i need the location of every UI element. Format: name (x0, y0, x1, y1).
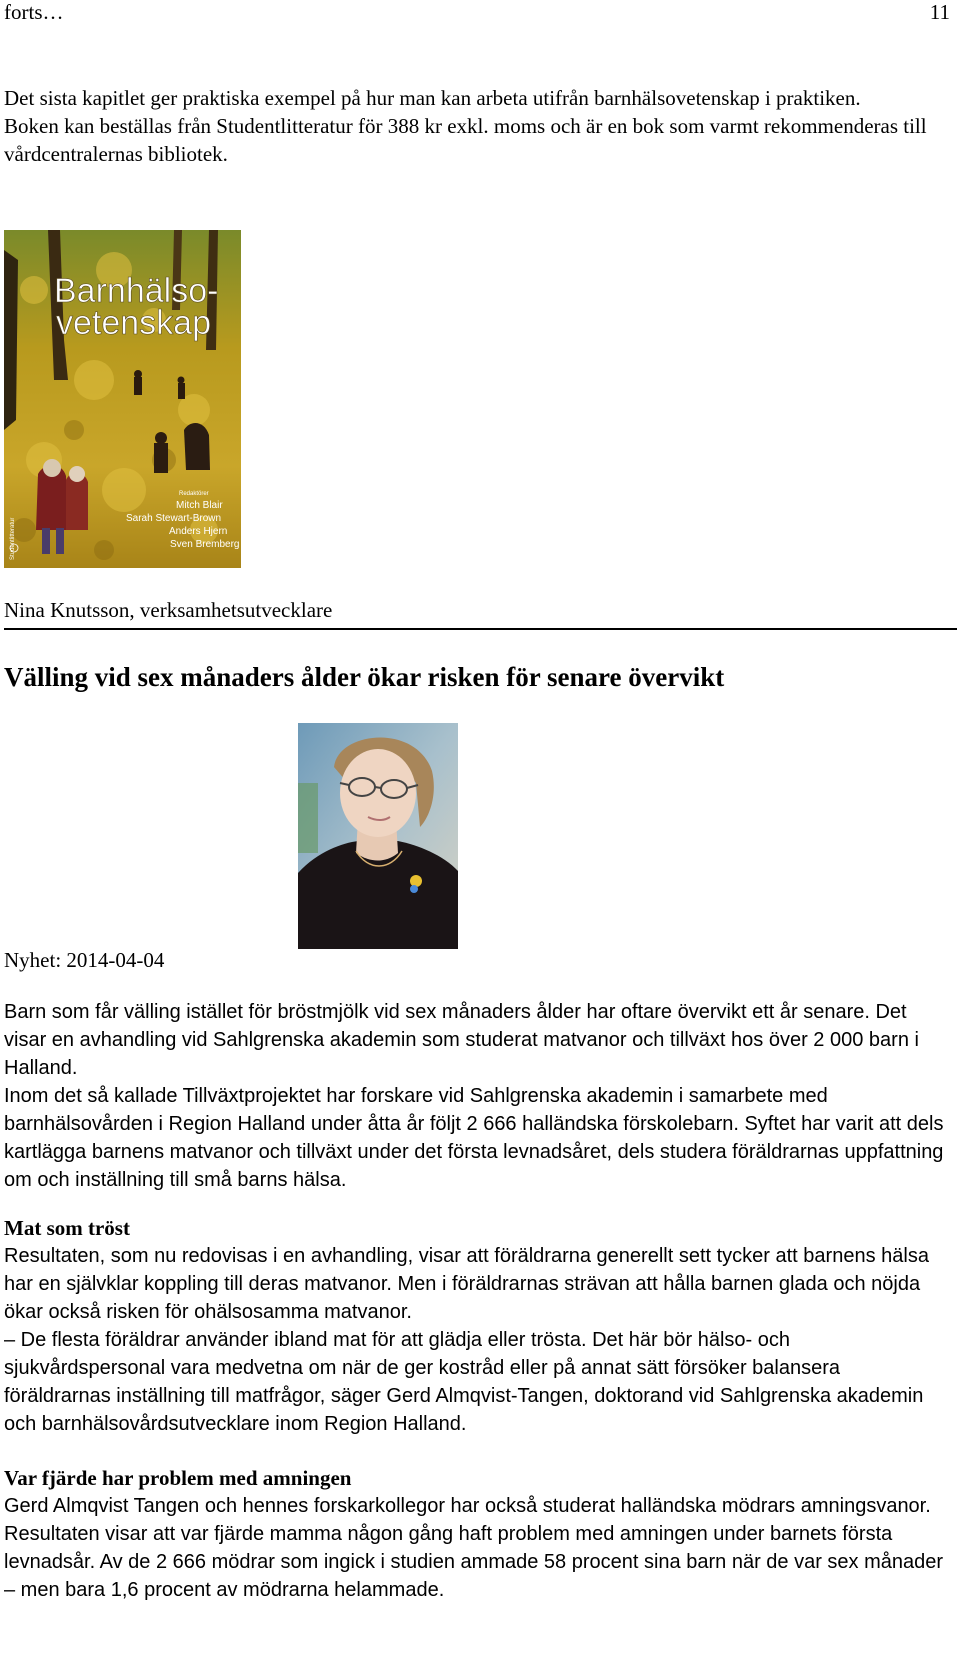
page-header (4, 0, 950, 28)
byline: Nina Knutsson, verksamhetsutvecklare (4, 598, 333, 622)
article-lead (4, 998, 944, 1194)
section-body (4, 1242, 944, 1438)
section-paragraph: Resultaten, som nu redovisas i en avhandling, visar att föräldrarna generellt sett tycker att barnens hälsa har en självklar koppling till deras matvanor. Men i föräldrarnas strävan att hålla barnen glada och nöjda ökar också risken för ohälsosamma matvanor. (4, 1245, 929, 1323)
lead-paragraph: Inom det så kallade Tillväxtprojektet har forskare vid Sahlgrenska akademin i samarbete med barnhälsovården i Region Halland under åtta år följt 2 666 halländska förskolebarn. Syftet har varit att dels kartlägga barnens matvanor och tillväxt under det första levnadsåret, dels studera föräldrarnas uppfattning om och inställning till små barns hälsa. (4, 1085, 944, 1191)
intro-paragraph: Det sista kapitlet ger praktiska exempel på hur man kan arbeta utifrån barnhälsovetenskap i praktiken. (4, 86, 861, 110)
book-cover-image (4, 230, 241, 568)
book-author: Sven Bremberg (170, 539, 240, 550)
section-heading: Var fjärde har problem med amningen (4, 1466, 352, 1490)
section-heading: Mat som tröst (4, 1216, 130, 1240)
book-publisher: Studentlitteratur (10, 517, 16, 560)
continuation-label: forts… (4, 0, 64, 24)
section-divider (4, 628, 957, 630)
book-title-line1: Barnhälso- (54, 272, 219, 310)
page-number: 11 (929, 0, 950, 24)
book-editors-label: Redaktörer (179, 491, 209, 497)
book-author: Mitch Blair (176, 500, 223, 511)
article-title: Välling vid sex månaders ålder ökar risken för senare övervikt (4, 662, 725, 692)
portrait-photo (298, 723, 458, 949)
section-body (4, 1492, 944, 1604)
intro-paragraph: Boken kan beställas från Studentlitteratur för 388 kr exkl. moms och är en bok som varmt rekommenderas till vårdcentralernas bibliotek. (4, 114, 927, 166)
section-paragraph: – De flesta föräldrar använder ibland mat för att glädja eller trösta. Det här bör hälso- och sjukvårdspersonal vara medvetna om när de ger kostråd eller på annat sätt försöker balansera föräldrarnas inställning till matfrågor, säger Gerd Almqvist-Tangen, doktorand vid Sahlgrenska akademin och barnhälsovårdsutvecklare inom Region Halland. (4, 1329, 924, 1435)
book-title-line2: vetenskap (56, 304, 211, 342)
book-author: Sarah Stewart-Brown (126, 513, 222, 524)
intro-text (4, 84, 944, 168)
section-paragraph: Gerd Almqvist Tangen och hennes forskarkollegor har också studerat halländska mödrars amningsvanor. Resultaten visar att var fjärde mamma någon gång haft problem med amningen under barnets första levnadsår. Av de 2 666 mödrar som ingick i studien ammade 58 procent sina barn när de var sex månader – men bara 1,6 procent av mödrarna helammade. (4, 1495, 944, 1601)
news-date: Nyhet: 2014-04-04 (4, 948, 165, 972)
book-author: Anders Hjern (169, 526, 228, 537)
lead-paragraph: Barn som får välling istället för bröstmjölk vid sex månaders ålder har oftare övervikt ett år senare. Det visar en avhandling vid Sahlgrenska akademin som studerat matvanor och tillväxt hos över 2 000 barn i Halland. (4, 1001, 919, 1079)
